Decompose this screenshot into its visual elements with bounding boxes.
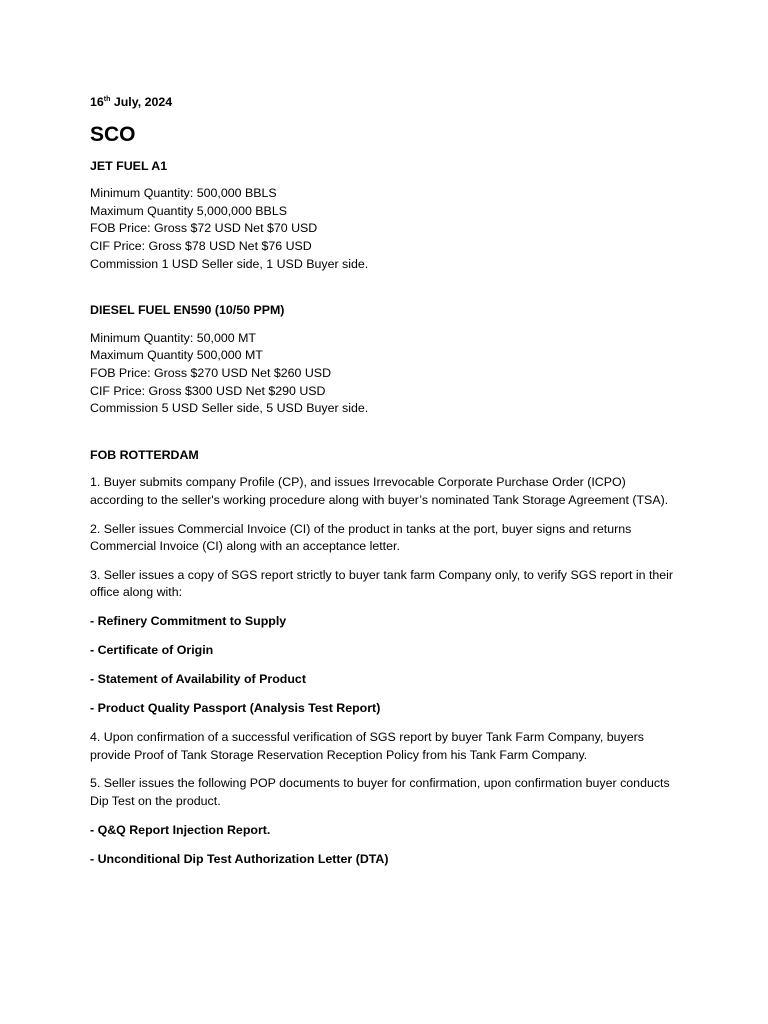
procedure-step-1: 1. Buyer submits company Profile (CP), and issues Irrevocable Corporate Purchase Order (ICPO) according to the seller's working procedure along with buyer’s nominated Tank Storage Agreement (TSA). [90, 475, 669, 507]
jet-fob-price: FOB Price: Gross $72 USD Net $70 USD [90, 221, 318, 236]
step5-item-qq-report: - Q&Q Report Injection Report. [90, 822, 271, 837]
diesel-fuel-details [90, 330, 680, 418]
jet-cif-price: CIF Price: Gross $78 USD Net $76 USD [90, 238, 312, 253]
date-day: 16 [90, 95, 104, 109]
step3-item-certificate-origin: - Certificate of Origin [90, 642, 214, 657]
date-month-year: July, 2024 [110, 95, 173, 109]
document-title: SCO [90, 122, 136, 146]
step5-item-dip-test-letter: - Unconditional Dip Test Authorization Letter (DTA) [90, 851, 389, 866]
step3-item-refinery-commitment: - Refinery Commitment to Supply [90, 613, 287, 628]
jet-min-quantity: Minimum Quantity: 500,000 BBLS [90, 186, 277, 201]
diesel-fuel-heading: DIESEL FUEL EN590 (10/50 PPM) [90, 303, 285, 318]
step3-item-statement-availability: - Statement of Availability of Product [90, 672, 306, 687]
jet-fuel-heading: JET FUEL A1 [90, 158, 168, 173]
jet-fuel-details [90, 185, 680, 273]
diesel-cif-price: CIF Price: Gross $300 USD Net $290 USD [90, 383, 326, 398]
procedure-step-3: 3. Seller issues a copy of SGS report strictly to buyer tank farm Company only, to verify SGS report in their office along with: [90, 567, 674, 600]
procedure-heading: FOB ROTTERDAM [90, 447, 199, 462]
document-date [90, 94, 680, 112]
step3-item-quality-passport: - Product Quality Passport (Analysis Test Report) [90, 701, 381, 716]
diesel-min-quantity: Minimum Quantity: 50,000 MT [90, 330, 256, 345]
jet-commission: Commission 1 USD Seller side, 1 USD Buyer side. [90, 256, 369, 271]
diesel-fob-price: FOB Price: Gross $270 USD Net $260 USD [90, 365, 332, 380]
diesel-commission: Commission 5 USD Seller side, 5 USD Buyer side. [90, 401, 369, 416]
procedure-step-2: 2. Seller issues Commercial Invoice (CI) of the product in tanks at the port, buyer signs and returns Commercial Invoice (CI) along with an acceptance letter. [90, 521, 632, 554]
diesel-max-quantity: Maximum Quantity 500,000 MT [90, 348, 263, 363]
jet-max-quantity: Maximum Quantity 5,000,000 BBLS [90, 203, 287, 218]
procedure-step-5: 5. Seller issues the following POP documents to buyer for confirmation, upon confirmation buyer conducts Dip Test on the product. [90, 776, 670, 809]
procedure-step-4: 4. Upon confirmation of a successful verification of SGS report by buyer Tank Farm Company, buyers provide Proof of Tank Storage Reservation Reception Policy from his Tank Farm Company. [90, 730, 644, 762]
date-ordinal: th [103, 95, 111, 103]
